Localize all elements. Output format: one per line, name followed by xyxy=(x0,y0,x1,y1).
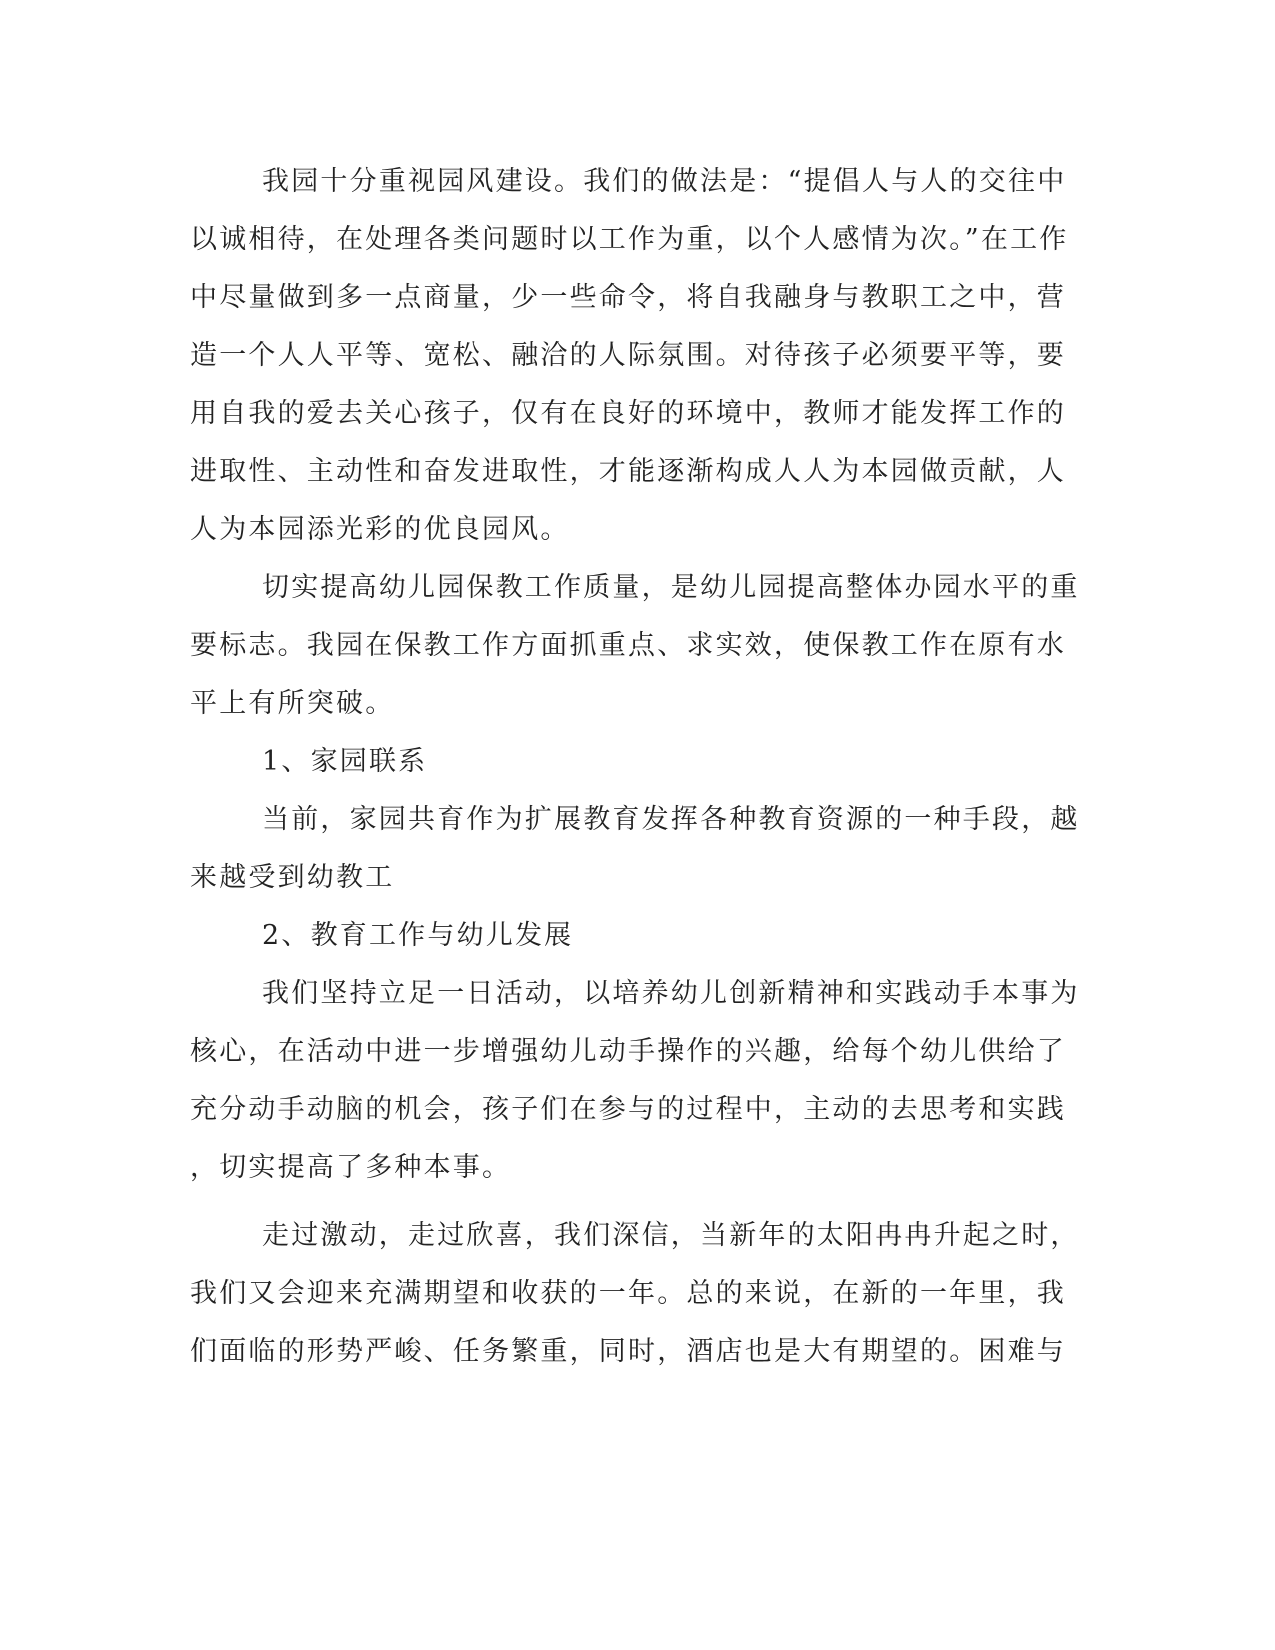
paragraph-line: 核心，在活动中进一步增强幼儿动手操作的兴趣，给每个幼儿供给了 xyxy=(190,1036,1066,1067)
paragraph-line: 要标志。我园在保教工作方面抓重点、求实效，使保教工作在原有水 xyxy=(190,630,1066,661)
section-heading: 2、教育工作与幼儿发展 xyxy=(262,920,574,951)
paragraph-line: 切实提高幼儿园保教工作质量，是幼儿园提高整体办园水平的重 xyxy=(262,572,1080,603)
paragraph-line: 中尽量做到多一点商量，少一些命令，将自我融身与教职工之中，营 xyxy=(190,282,1066,313)
paragraph-line: 进取性、主动性和奋发进取性，才能逐渐构成人人为本园做贡献，人 xyxy=(190,456,1066,487)
paragraph-line: 用自我的爱去关心孩子，仅有在良好的环境中，教师才能发挥工作的 xyxy=(190,398,1066,429)
paragraph-line: 我们又会迎来充满期望和收获的一年。总的来说，在新的一年里，我 xyxy=(190,1278,1066,1309)
paragraph-line: 们面临的形势严峻、任务繁重，同时，酒店也是大有期望的。困难与 xyxy=(190,1336,1066,1367)
paragraph-line: 造一个人人平等、宽松、融洽的人际氛围。对待孩子必须要平等，要 xyxy=(190,340,1066,371)
paragraph-line: 以诚相待，在处理各类问题时以工作为重，以个人感情为次。”在工作 xyxy=(190,224,1069,255)
paragraph-line: 我们坚持立足一日活动，以培养幼儿创新精神和实践动手本事为 xyxy=(262,978,1080,1009)
paragraph-line: 平上有所突破。 xyxy=(190,688,395,719)
paragraph-line: 我园十分重视园风建设。我们的做法是：“提倡人与人的交往中 xyxy=(262,166,1067,197)
paragraph-line: 来越受到幼教工 xyxy=(190,862,395,893)
paragraph-line: 走过激动，走过欣喜，我们深信，当新年的太阳冉冉升起之时， xyxy=(262,1220,1080,1251)
paragraph-line: 人为本园添光彩的优良园风。 xyxy=(190,514,570,545)
section-heading: 1、家园联系 xyxy=(262,746,428,777)
paragraph-line: 当前，家园共育作为扩展教育发挥各种教育资源的一种手段，越 xyxy=(262,804,1080,835)
paragraph-line: ，切实提高了多种本事。 xyxy=(190,1152,512,1183)
paragraph-line: 充分动手动脑的机会，孩子们在参与的过程中，主动的去思考和实践 xyxy=(190,1094,1066,1125)
